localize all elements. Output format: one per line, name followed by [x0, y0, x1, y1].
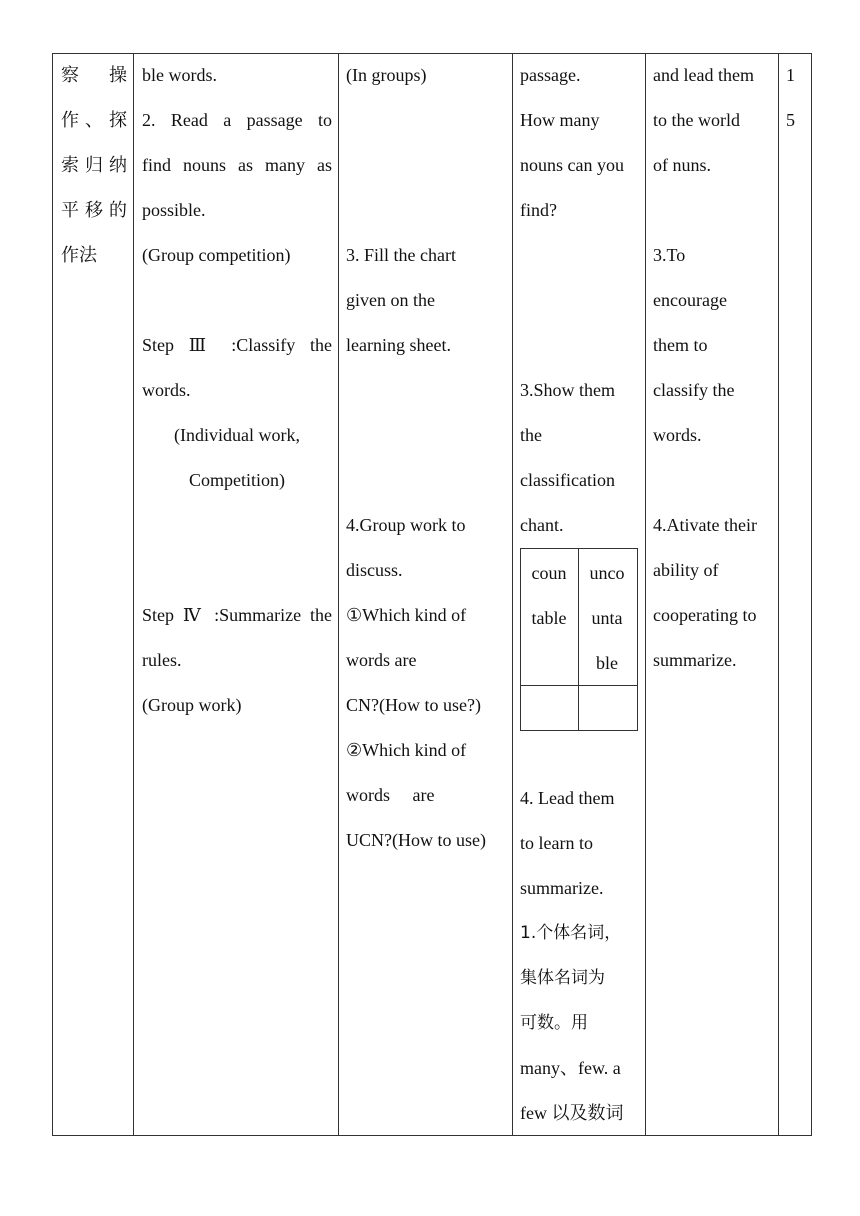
teacher-line: [520, 278, 638, 323]
activity-line: ①Which kind of: [346, 605, 467, 625]
stage-line: 察 操: [61, 65, 127, 86]
purpose-line: words.: [653, 425, 702, 445]
activity-line: words are: [346, 650, 417, 670]
activity-line: (In groups): [346, 65, 427, 85]
purpose-column: [653, 53, 771, 683]
purpose-line: ability of: [653, 560, 719, 580]
teacher-line: 1.个体名词，: [520, 923, 622, 943]
purpose-line: [653, 458, 771, 503]
purpose-line: encourage: [653, 290, 727, 310]
countable-header-line: table: [531, 608, 567, 628]
steps-line: words.: [142, 380, 191, 400]
student-activity-column: [346, 53, 506, 863]
teacher-activity-column-lower: [520, 776, 638, 1136]
teacher-line: nouns can you: [520, 155, 624, 175]
purpose-line: [653, 188, 771, 233]
column-divider: [512, 53, 513, 1136]
activity-line: words are: [346, 785, 435, 805]
purpose-line: to the world: [653, 110, 740, 130]
activity-line: CN?(How to use?): [346, 695, 481, 715]
activity-line: learning sheet.: [346, 335, 451, 355]
steps-line: Step Ⅳ :Summarize the: [142, 605, 332, 625]
purpose-line: of nuns.: [653, 155, 711, 175]
time-digit: 1: [786, 65, 795, 85]
teacher-line: passage.: [520, 65, 581, 85]
steps-line: 2. Read a passage to: [142, 110, 332, 130]
activity-line: [346, 98, 506, 143]
teacher-line: 4. Lead them: [520, 788, 615, 808]
uncountable-header-line: unta: [591, 608, 623, 628]
purpose-line: cooperating to: [653, 605, 757, 625]
stage-line: 作法: [61, 245, 97, 266]
time-column: [786, 53, 800, 143]
uncountable-header-line: unco: [589, 563, 625, 583]
activity-line: UCN?(How to use): [346, 830, 486, 850]
teacher-line: [520, 233, 638, 278]
column-divider: [133, 53, 134, 1136]
purpose-line: them to: [653, 335, 708, 355]
steps-line: (Group competition): [142, 245, 291, 265]
activity-line: [346, 143, 506, 188]
column-divider: [645, 53, 646, 1136]
steps-line: [142, 278, 332, 323]
activity-line: [346, 188, 506, 233]
steps-line: [142, 548, 332, 593]
teacher-line: chant.: [520, 515, 564, 535]
steps-line: [142, 503, 332, 548]
teacher-activity-column: [520, 53, 638, 548]
steps-line: Step Ⅲ :Classify the: [142, 335, 332, 355]
teacher-line: 可数。用: [520, 1013, 588, 1033]
purpose-line: 3.To: [653, 245, 686, 265]
steps-line: (Individual work,: [174, 425, 300, 445]
stage-line: 索归纳: [61, 155, 127, 176]
countable-header-line: coun: [531, 563, 567, 583]
activity-line: 4.Group work to: [346, 515, 466, 535]
teacher-line: summarize.: [520, 878, 604, 898]
steps-line: possible.: [142, 200, 206, 220]
stage-line: 平移的: [61, 200, 127, 221]
steps-line: (Group work): [142, 695, 242, 715]
purpose-line: and lead them: [653, 65, 754, 85]
teacher-line: find?: [520, 200, 557, 220]
activity-line: discuss.: [346, 560, 403, 580]
column-divider: [778, 53, 779, 1136]
teacher-line: [520, 323, 638, 368]
teacher-line: to learn to: [520, 833, 593, 853]
activity-line: 3. Fill the chart: [346, 245, 456, 265]
teacher-line: few 以及数词: [520, 1103, 624, 1123]
steps-line: find nouns as many as: [142, 155, 332, 175]
column-divider: [338, 53, 339, 1136]
time-digit: 5: [786, 110, 795, 130]
steps-line: ble words.: [142, 65, 217, 85]
teacher-line: 3.Show them: [520, 380, 616, 400]
steps-line: Competition): [189, 470, 285, 490]
stage-column: [61, 53, 127, 278]
countable-header: [521, 551, 577, 641]
teacher-line: the: [520, 425, 542, 445]
steps-line: rules.: [142, 650, 182, 670]
teacher-line: How many: [520, 110, 600, 130]
purpose-line: 4.Ativate their: [653, 515, 757, 535]
activity-line: [346, 458, 506, 503]
purpose-line: classify the: [653, 380, 735, 400]
classification-chart: [520, 548, 638, 731]
teacher-line: 集体名词为: [520, 968, 605, 988]
activity-line: [346, 413, 506, 458]
activity-line: [346, 368, 506, 413]
stage-line: 作、探: [61, 110, 127, 131]
activity-line: ②Which kind of: [346, 740, 467, 760]
uncountable-header-line: ble: [596, 653, 618, 673]
purpose-line: summarize.: [653, 650, 737, 670]
teacher-line: many、few. a: [520, 1058, 621, 1078]
teacher-line: classification: [520, 470, 615, 490]
activity-line: given on the: [346, 290, 435, 310]
steps-column: [142, 53, 332, 728]
uncountable-header: [579, 551, 635, 686]
